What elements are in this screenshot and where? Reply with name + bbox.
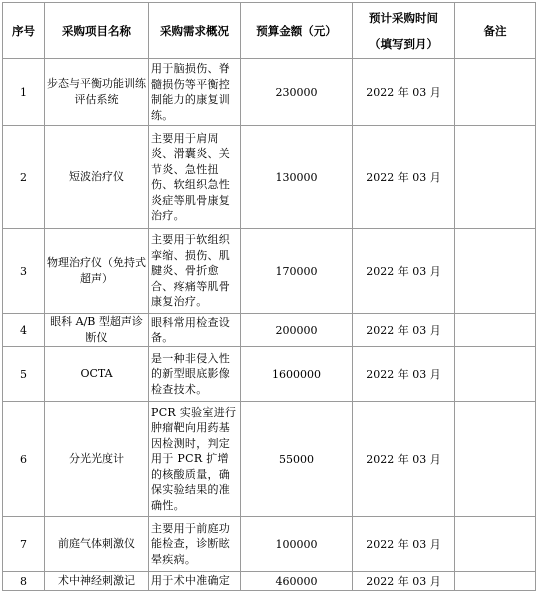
row-requirement: 用于术中准确定 <box>149 572 241 591</box>
row-project-name: OCTA <box>45 347 149 402</box>
row-remark <box>455 347 536 402</box>
table-row <box>3 229 536 314</box>
procurement-table <box>2 2 536 591</box>
table-row <box>3 517 536 572</box>
row-remark <box>455 572 536 591</box>
row-budget: 170000 <box>241 229 353 314</box>
row-budget: 100000 <box>241 517 353 572</box>
row-remark <box>455 517 536 572</box>
row-purchase-time: 2022 年 03 月 <box>353 347 455 402</box>
row-requirement: 主要用于软组织挛缩、损伤、肌腱炎、骨折愈合、疼痛等肌骨康复治疗。 <box>149 229 241 314</box>
row-requirement: 用于脑损伤、脊髓损伤等平衡控制能力的康复训练。 <box>149 59 241 126</box>
row-purchase-time: 2022 年 03 月 <box>353 572 455 591</box>
header-requirement: 采购需求概况 <box>149 3 241 59</box>
row-index: 5 <box>3 347 45 402</box>
header-index: 序号 <box>3 3 45 59</box>
row-requirement: 主要用于肩周炎、滑囊炎、关节炎、急性扭伤、软组织急性炎症等肌骨康复治疗。 <box>149 126 241 229</box>
row-remark <box>455 126 536 229</box>
header-budget: 预算金额（元） <box>241 3 353 59</box>
row-project-name: 短波治疗仪 <box>45 126 149 229</box>
header-row <box>3 3 536 59</box>
row-index: 4 <box>3 314 45 347</box>
table-row <box>3 126 536 229</box>
row-index: 6 <box>3 402 45 517</box>
table-row <box>3 347 536 402</box>
row-budget: 230000 <box>241 59 353 126</box>
row-purchase-time: 2022 年 03 月 <box>353 126 455 229</box>
row-project-name: 分光光度计 <box>45 402 149 517</box>
row-index: 2 <box>3 126 45 229</box>
row-project-name: 前庭气体刺激仪 <box>45 517 149 572</box>
row-requirement: 主要用于前庭功能检查，诊断眩晕疾病。 <box>149 517 241 572</box>
row-budget: 130000 <box>241 126 353 229</box>
row-remark <box>455 59 536 126</box>
row-budget: 55000 <box>241 402 353 517</box>
row-requirement: 眼科常用检查设备。 <box>149 314 241 347</box>
row-purchase-time: 2022 年 03 月 <box>353 314 455 347</box>
header-purchase-time-line1: 预计采购时间 <box>369 10 438 25</box>
row-index: 7 <box>3 517 45 572</box>
row-index: 8 <box>3 572 45 591</box>
row-remark <box>455 229 536 314</box>
row-requirement: PCR 实验室进行肿瘤靶向用药基因检测时，判定用于 PCR 扩增的核酸质量，确保实验结果的准确性。 <box>149 402 241 517</box>
row-purchase-time: 2022 年 03 月 <box>353 229 455 314</box>
row-project-name: 物理治疗仪（免持式超声） <box>45 229 149 314</box>
table-row <box>3 572 536 591</box>
row-project-name: 眼科 A/B 型超声诊断仪 <box>45 314 149 347</box>
row-budget: 460000 <box>241 572 353 591</box>
row-purchase-time: 2022 年 03 月 <box>353 402 455 517</box>
row-project-name: 术中神经刺激记 <box>45 572 149 591</box>
row-budget: 200000 <box>241 314 353 347</box>
header-purchase-time <box>353 3 455 59</box>
table-row <box>3 402 536 517</box>
table-row <box>3 59 536 126</box>
row-purchase-time: 2022 年 03 月 <box>353 517 455 572</box>
row-project-name: 步态与平衡功能训练评估系统 <box>45 59 149 126</box>
row-purchase-time: 2022 年 03 月 <box>353 59 455 126</box>
header-purchase-time-line2: （填写到月） <box>369 36 438 51</box>
row-remark <box>455 402 536 517</box>
header-project-name: 采购项目名称 <box>45 3 149 59</box>
row-index: 1 <box>3 59 45 126</box>
row-budget: 1600000 <box>241 347 353 402</box>
row-index: 3 <box>3 229 45 314</box>
row-remark <box>455 314 536 347</box>
header-remark: 备注 <box>455 3 536 59</box>
table-row <box>3 314 536 347</box>
row-requirement: 是一种非侵入性的新型眼底影像检查技术。 <box>149 347 241 402</box>
